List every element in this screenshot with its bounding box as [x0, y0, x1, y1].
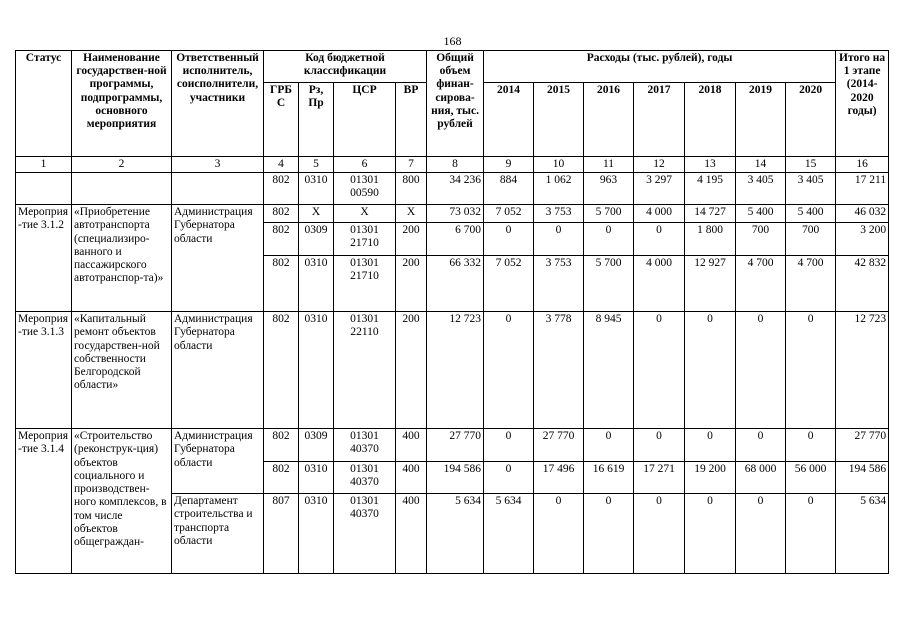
row-status: Мероприя-тие 3.1.4	[16, 429, 72, 574]
column-number-row	[16, 157, 889, 173]
cell-rzpr: 0310	[299, 256, 334, 312]
header-total-volume: Общий объем финан-сирова-ния, тыс. рублей	[427, 51, 484, 157]
cell-year-value: 7 052	[484, 256, 534, 312]
cell-stage-total: 5 634	[836, 494, 889, 574]
column-number: 5	[299, 157, 334, 173]
cell-vr: 400	[396, 462, 427, 494]
cell-total: 12 723	[427, 312, 484, 429]
cell-rzpr: 0309	[299, 429, 334, 462]
header-grbs: ГРБС	[264, 83, 299, 157]
header-year: 2019	[736, 83, 786, 157]
cell-year-value: 0	[484, 462, 534, 494]
header-year: 2020	[786, 83, 836, 157]
cell-total: 27 770	[427, 429, 484, 462]
column-number: 6	[334, 157, 396, 173]
column-number: 15	[786, 157, 836, 173]
table-row	[16, 173, 889, 205]
cell-rzpr: 0310	[299, 462, 334, 494]
column-number: 12	[634, 157, 685, 173]
cell-year-value: 884	[484, 173, 534, 205]
header-expenses: Расходы (тыс. рублей), годы	[484, 51, 836, 83]
cell-year-value: 17 496	[534, 462, 584, 494]
cell-vr: 200	[396, 223, 427, 256]
cell-csr: 01301 21710	[334, 256, 396, 312]
column-number: 3	[172, 157, 264, 173]
cell-year-value: 7 052	[484, 205, 534, 223]
cell-csr: 01301 22110	[334, 312, 396, 429]
cell-year-value: 4 700	[786, 256, 836, 312]
cell-year-value: 0	[484, 223, 534, 256]
cell-year-value: 3 753	[534, 256, 584, 312]
cell-grbs: 807	[264, 494, 299, 574]
header-budget-code: Код бюджетной классификации	[264, 51, 427, 83]
cell-csr: 01301 40370	[334, 429, 396, 462]
column-number: 8	[427, 157, 484, 173]
cell-vr: 400	[396, 429, 427, 462]
row-name: «Строительство (реконструк-ция) объектов социального и производствен-ного комплексов, в том числе объектов общеграждан-	[72, 429, 172, 574]
cell-year-value: 8 945	[584, 312, 634, 429]
row-responsible: Администрация Губернатора области	[172, 312, 264, 429]
header-year: 2018	[685, 83, 736, 157]
cell-year-value: 5 400	[786, 205, 836, 223]
cell-year-value: 4 195	[685, 173, 736, 205]
column-number: 9	[484, 157, 534, 173]
table-row	[16, 429, 889, 462]
cell-year-value: 1 800	[685, 223, 736, 256]
cell-total: 73 032	[427, 205, 484, 223]
cell-csr: Х	[334, 205, 396, 223]
column-number: 4	[264, 157, 299, 173]
row-status: Мероприя-тие 3.1.2	[16, 205, 72, 312]
column-number: 16	[836, 157, 889, 173]
cell-vr: 200	[396, 256, 427, 312]
cell-grbs: 802	[264, 173, 299, 205]
cell-year-value: 17 271	[634, 462, 685, 494]
cell-year-value: 27 770	[534, 429, 584, 462]
cell-stage-total: 194 586	[836, 462, 889, 494]
column-number: 13	[685, 157, 736, 173]
cell-rzpr: 0310	[299, 312, 334, 429]
cell-stage-total: 3 200	[836, 223, 889, 256]
cell-year-value: 0	[736, 494, 786, 574]
cell-year-value: 56 000	[786, 462, 836, 494]
cell-stage-total: 17 211	[836, 173, 889, 205]
cell-year-value: 963	[584, 173, 634, 205]
cell-total: 34 236	[427, 173, 484, 205]
cell-year-value: 0	[484, 312, 534, 429]
cell-year-value: 3 297	[634, 173, 685, 205]
cell-stage-total: 42 832	[836, 256, 889, 312]
cell-year-value: 0	[484, 429, 534, 462]
row-name	[72, 173, 172, 205]
cell-year-value: 68 000	[736, 462, 786, 494]
cell-year-value: 12 927	[685, 256, 736, 312]
cell-vr: 400	[396, 494, 427, 574]
cell-year-value: 0	[685, 494, 736, 574]
cell-csr: 01301 21710	[334, 223, 396, 256]
header-year: 2016	[584, 83, 634, 157]
row-responsible	[172, 173, 264, 205]
header-responsible: Ответственный исполнитель, соисполнители, участники	[172, 51, 264, 157]
cell-total: 66 332	[427, 256, 484, 312]
cell-grbs: 802	[264, 429, 299, 462]
header-csr: ЦСР	[334, 83, 396, 157]
cell-year-value: 5 700	[584, 205, 634, 223]
cell-year-value: 14 727	[685, 205, 736, 223]
row-name: «Приобретение автотранспорта (специализиро-ванного и пассажирского автотранспор-та)»	[72, 205, 172, 312]
cell-year-value: 1 062	[534, 173, 584, 205]
cell-stage-total: 27 770	[836, 429, 889, 462]
column-number: 1	[16, 157, 72, 173]
cell-year-value: 0	[634, 223, 685, 256]
cell-rzpr: 0310	[299, 173, 334, 205]
budget-table	[15, 50, 889, 574]
cell-year-value: 0	[584, 429, 634, 462]
cell-grbs: 802	[264, 462, 299, 494]
header-year: 2014	[484, 83, 534, 157]
cell-year-value: 0	[584, 494, 634, 574]
cell-year-value: 5 634	[484, 494, 534, 574]
cell-total: 6 700	[427, 223, 484, 256]
cell-vr: 200	[396, 312, 427, 429]
cell-year-value: 5 700	[584, 256, 634, 312]
cell-year-value: 4 700	[736, 256, 786, 312]
cell-year-value: 0	[736, 312, 786, 429]
cell-rzpr: 0309	[299, 223, 334, 256]
header-vr: ВР	[396, 83, 427, 157]
cell-year-value: 0	[534, 494, 584, 574]
header-rzpr: Рз, Пр	[299, 83, 334, 157]
cell-grbs: 802	[264, 205, 299, 223]
row-responsible-2: Департамент строительства и транспорта области	[172, 494, 264, 574]
table-row	[16, 205, 889, 223]
cell-csr: 01301 40370	[334, 462, 396, 494]
cell-year-value: 0	[534, 223, 584, 256]
column-number: 2	[72, 157, 172, 173]
row-status	[16, 173, 72, 205]
cell-year-value: 0	[584, 223, 634, 256]
cell-csr: 01301 40370	[334, 494, 396, 574]
cell-year-value: 700	[736, 223, 786, 256]
cell-vr: 800	[396, 173, 427, 205]
cell-stage-total: 12 723	[836, 312, 889, 429]
cell-rzpr: Х	[299, 205, 334, 223]
cell-year-value: 4 000	[634, 256, 685, 312]
cell-grbs: 802	[264, 312, 299, 429]
cell-grbs: 802	[264, 223, 299, 256]
cell-year-value: 0	[634, 494, 685, 574]
cell-year-value: 0	[685, 429, 736, 462]
column-number: 10	[534, 157, 584, 173]
cell-year-value: 0	[634, 429, 685, 462]
cell-year-value: 3 405	[786, 173, 836, 205]
cell-year-value: 0	[685, 312, 736, 429]
cell-year-value: 700	[786, 223, 836, 256]
header-status: Статус	[16, 51, 72, 157]
row-status: Мероприя-тие 3.1.3	[16, 312, 72, 429]
cell-year-value: 3 778	[534, 312, 584, 429]
cell-stage-total: 46 032	[836, 205, 889, 223]
cell-year-value: 5 400	[736, 205, 786, 223]
table-row	[16, 312, 889, 429]
cell-year-value: 0	[786, 429, 836, 462]
header-stage-total: Итого на 1 этапе (2014-2020 годы)	[836, 51, 889, 157]
cell-year-value: 3 753	[534, 205, 584, 223]
header-name: Наименование государствен-ной программы, подпрограммы, основного мероприятия	[72, 51, 172, 157]
row-responsible: Администрация Губернатора области	[172, 205, 264, 312]
cell-total: 194 586	[427, 462, 484, 494]
cell-year-value: 0	[736, 429, 786, 462]
column-number: 7	[396, 157, 427, 173]
cell-year-value: 0	[634, 312, 685, 429]
column-number: 14	[736, 157, 786, 173]
cell-csr: 01301 00590	[334, 173, 396, 205]
column-number: 11	[584, 157, 634, 173]
cell-year-value: 4 000	[634, 205, 685, 223]
row-name: «Капитальный ремонт объектов государствен-ной собственности Белгородской области»	[72, 312, 172, 429]
cell-year-value: 0	[786, 312, 836, 429]
cell-year-value: 16 619	[584, 462, 634, 494]
row-responsible: Администрация Губернатора области	[172, 429, 264, 494]
cell-vr: Х	[396, 205, 427, 223]
header-year: 2017	[634, 83, 685, 157]
page-number: 168	[443, 34, 462, 48]
cell-rzpr: 0310	[299, 494, 334, 574]
cell-year-value: 0	[786, 494, 836, 574]
header-year: 2015	[534, 83, 584, 157]
cell-total: 5 634	[427, 494, 484, 574]
cell-year-value: 3 405	[736, 173, 786, 205]
cell-year-value: 19 200	[685, 462, 736, 494]
cell-grbs: 802	[264, 256, 299, 312]
